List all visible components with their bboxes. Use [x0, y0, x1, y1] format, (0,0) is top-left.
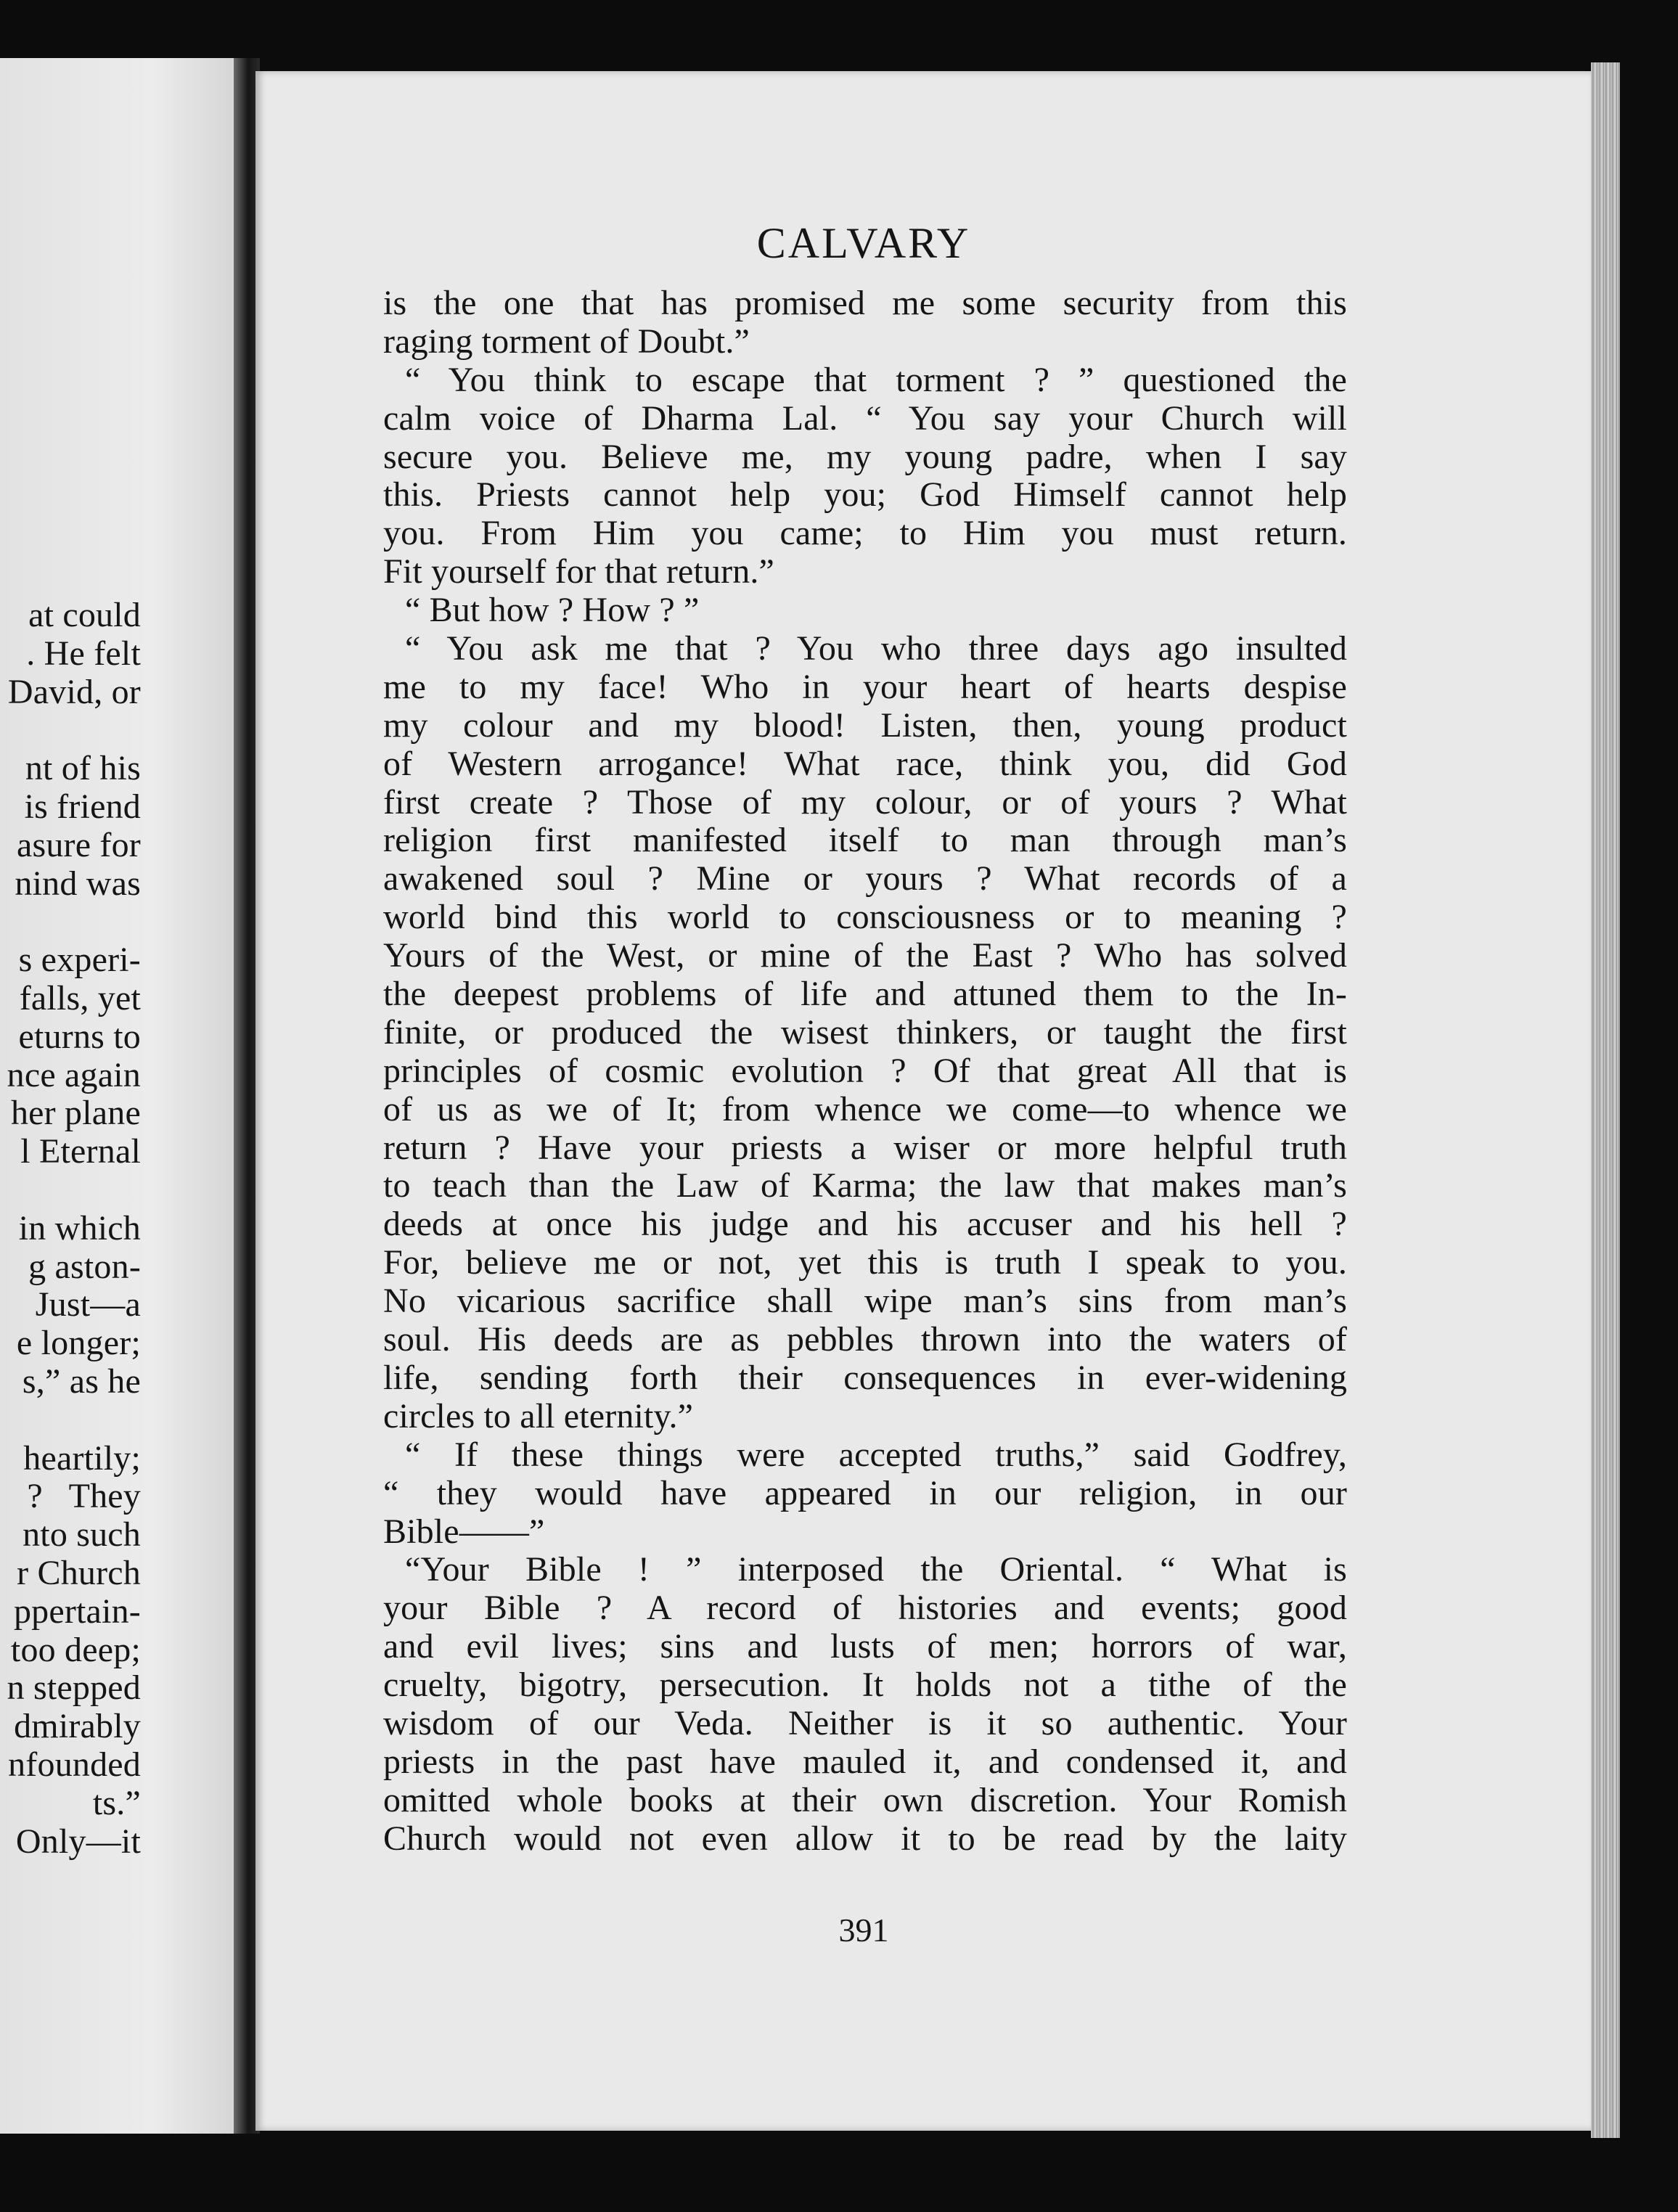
left-page-line: e longer; — [16, 1324, 141, 1363]
text-line: of us as we of It; from whence we come—to whence we — [383, 1089, 1347, 1128]
left-page-line — [7, 1401, 141, 1440]
text-line: of Western arrogance! What race, think you, did God — [383, 744, 1347, 783]
text-line: For, believe me or not, yet this is truth I speak to you. — [383, 1243, 1347, 1282]
text-line: “ If these things were accepted truths,” said Godfrey, — [405, 1435, 1347, 1474]
left-page-line: asure for — [16, 825, 141, 864]
text-line: your Bible ? A record of histories and events; good — [383, 1589, 1347, 1628]
text-line: first create ? Those of my colour, or of yours ? What — [383, 782, 1347, 822]
text-line: finite, or produced the wisest thinkers, or taught the first — [383, 1012, 1347, 1052]
text-line: and evil lives; sins and lusts of men; horrors of war, — [383, 1627, 1347, 1666]
left-page-line: nto such — [22, 1515, 141, 1554]
left-page-line: s experi- — [18, 941, 141, 980]
text-line: deeds at once his judge and his accuser and his hell ? — [383, 1205, 1347, 1244]
left-page-line — [7, 1171, 141, 1210]
text-line: cruelty, bigotry, persecution. It holds not a tithe of the — [383, 1666, 1347, 1705]
left-page-line: eturns to — [18, 1017, 141, 1056]
left-page-line: nind was — [15, 864, 141, 903]
left-page-line: ts.” — [92, 1783, 141, 1822]
left-page-line: falls, yet — [19, 978, 141, 1017]
text-line: “Your Bible ! ” interposed the Oriental. “ What is — [405, 1550, 1347, 1589]
text-line: this. Priests cannot help you; God Himself cannot help — [383, 475, 1347, 515]
text-line: omitted whole books at their own discretion. Your Romish — [383, 1780, 1347, 1819]
text-line: calm voice of Dharma Lal. “ You say your Church will — [383, 398, 1347, 438]
text-line: secure you. Believe me, my young padre, when I say — [383, 437, 1347, 476]
left-page-line: at could — [28, 596, 141, 634]
left-page-line: nfounded — [8, 1745, 141, 1784]
text-line: world bind this world to consciousness or to meaning ? — [383, 898, 1347, 937]
left-page-line — [7, 711, 141, 750]
left-facing-page — [0, 58, 234, 2134]
left-page-line: nt of his — [25, 749, 141, 788]
text-line: awakened soul ? Mine or yours ? What records of a — [383, 859, 1347, 898]
text-line: Church would not even allow it to be read by the laity — [383, 1819, 1347, 1858]
text-line: return ? Have your priests a wiser or more helpful truth — [383, 1128, 1347, 1167]
text-line: “ You think to escape that torment ? ” questioned the — [405, 360, 1347, 399]
text-line: principles of cosmic evolution ? Of that great All that is — [383, 1051, 1347, 1090]
page-body-text — [383, 284, 1347, 1859]
text-line: my colour and my blood! Listen, then, young product — [383, 705, 1347, 745]
left-page-line: too deep; — [10, 1630, 141, 1669]
text-line: “ they would have appeared in our religion, in our — [383, 1473, 1347, 1512]
text-line: circles to all eternity.” — [383, 1396, 694, 1435]
running-head: CALVARY — [756, 219, 971, 267]
left-page-line: . He felt — [26, 634, 141, 673]
left-page-line — [7, 903, 141, 941]
left-page-line: ? They — [27, 1477, 141, 1516]
left-page-line: in which — [18, 1208, 141, 1248]
text-line: priests in the past have mauled it, and condensed it, and — [383, 1742, 1347, 1781]
text-line: to teach than the Law of Karma; the law that makes man’s — [383, 1166, 1347, 1205]
text-line: raging torment of Doubt.” — [383, 321, 750, 361]
left-page-line: s,” as he — [22, 1361, 141, 1401]
left-page-line: ppertain- — [13, 1592, 141, 1631]
text-line: soul. His deeds are as pebbles thrown into the waters of — [383, 1320, 1347, 1359]
text-line: me to my face! Who in your heart of hearts despise — [383, 667, 1347, 706]
text-line: No vicarious sacrifice shall wipe man’s sins from man’s — [383, 1282, 1347, 1321]
left-page-line: l Eternal — [20, 1132, 141, 1171]
left-page-line: r Church — [17, 1553, 141, 1592]
left-page-line: her plane — [10, 1094, 141, 1133]
text-line: is the one that has promised me some security from this — [383, 284, 1347, 322]
text-line: “ You ask me that ? You who three days ago insulted — [405, 629, 1347, 668]
text-line: “ But how ? How ? ” — [405, 591, 700, 630]
left-page-line: Only—it — [15, 1822, 141, 1861]
text-line: wisdom of our Veda. Neither is it so authentic. Your — [383, 1703, 1347, 1742]
left-page-line: is friend — [24, 787, 141, 826]
left-page-line: g aston- — [28, 1247, 141, 1286]
text-line: you. From Him you came; to Him you must return. — [383, 514, 1347, 553]
page-edges — [1591, 62, 1620, 2138]
left-page-text — [7, 597, 141, 1861]
left-page-line: heartily; — [23, 1438, 141, 1478]
text-line: religion first manifested itself to man through man’s — [383, 821, 1347, 860]
text-line: Yours of the West, or mine of the East ? Who has solved — [383, 936, 1347, 975]
left-page-line: nce again — [7, 1055, 141, 1094]
page-number: 391 — [838, 1912, 889, 1949]
text-line: Bible——” — [383, 1512, 545, 1551]
left-page-line: David, or — [7, 672, 141, 711]
text-line: the deepest problems of life and attuned them to the In- — [383, 975, 1347, 1014]
text-line: Fit yourself for that return.” — [383, 552, 775, 591]
left-page-line: n stepped — [7, 1668, 141, 1708]
left-page-line: dmirably — [14, 1707, 141, 1746]
text-line: life, sending forth their consequences in ever-widening — [383, 1358, 1347, 1397]
left-page-line: Just—a — [35, 1285, 141, 1324]
